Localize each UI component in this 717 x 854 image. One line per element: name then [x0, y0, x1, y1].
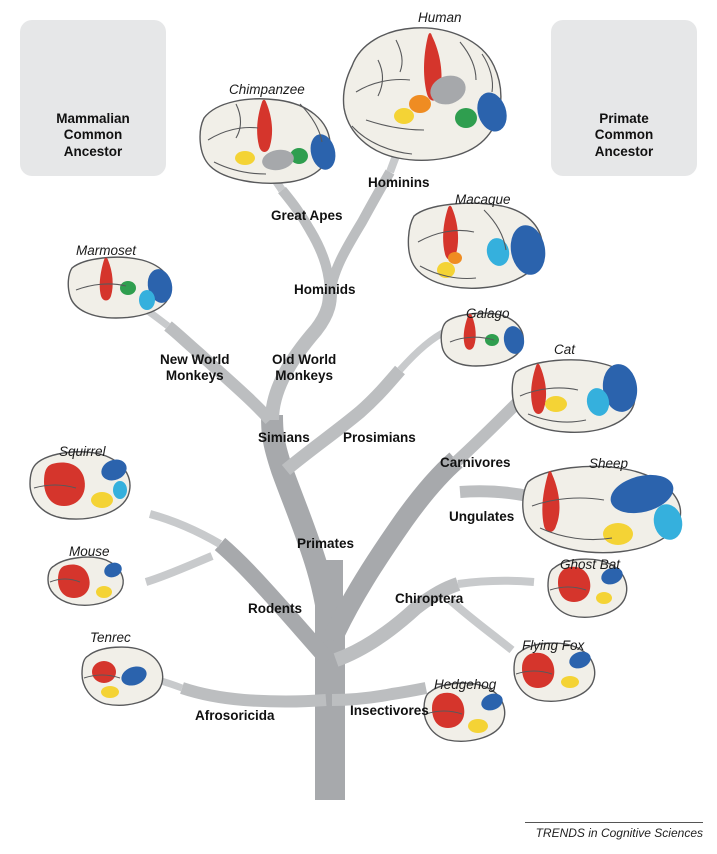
- node-label-hominins: Hominins: [368, 175, 430, 190]
- species-label-sheep: Sheep: [589, 456, 629, 471]
- mammalian-common-ancestor-box: [20, 20, 166, 176]
- brain-cat: [512, 360, 640, 432]
- primate-common-ancestor-label: [551, 111, 697, 160]
- species-label-flying-fox: Flying Fox: [522, 638, 585, 653]
- primate-ancestor-line3: Ancestor: [594, 143, 654, 159]
- node-label-primates: Primates: [297, 536, 355, 551]
- brain-tenrec: [82, 647, 163, 705]
- node-label-new-world-monkeys: [160, 352, 230, 383]
- brain-squirrel: [30, 452, 130, 519]
- node-label-insectivores: Insectivores: [350, 703, 429, 718]
- brain-human: [343, 28, 511, 160]
- brain-marmoset: [68, 257, 175, 318]
- node-label-old-world-monkeys: [272, 352, 336, 383]
- primate-ancestor-line2: Common: [594, 127, 654, 143]
- species-label-ghost-bat: Ghost Bat: [560, 557, 621, 572]
- node-label-carnivores: Carnivores: [440, 455, 511, 470]
- node-label-chiroptera: Chiroptera: [395, 591, 464, 606]
- node-label-ungulates: Ungulates: [449, 509, 515, 524]
- node-label-simians: Simians: [258, 430, 310, 445]
- brain-sheep: [523, 466, 686, 552]
- brain-mouse: [48, 557, 124, 605]
- species-label-macaque: Macaque: [455, 192, 511, 207]
- species-label-tenrec: Tenrec: [90, 630, 131, 645]
- journal-footer: [525, 822, 703, 840]
- new-world-monkeys-line1: New World: [160, 352, 230, 367]
- mammalian-ancestor-line1: Mammalian: [56, 110, 130, 126]
- old-world-monkeys-line1: Old World: [272, 352, 337, 367]
- species-label-human: Human: [418, 10, 462, 25]
- brain-galago: [441, 313, 526, 366]
- species-label-mouse: Mouse: [69, 544, 110, 559]
- node-label-hominids: Hominids: [294, 282, 356, 297]
- species-label-cat: Cat: [554, 342, 576, 357]
- mammalian-ancestor-line2: Common: [63, 127, 123, 143]
- primate-ancestor-line1: Primate: [599, 110, 649, 126]
- brain-chimpanzee: [200, 99, 339, 183]
- species-label-galago: Galago: [466, 306, 510, 321]
- species-label-chimpanzee: Chimpanzee: [229, 82, 305, 97]
- node-label-prosimians: Prosimians: [343, 430, 416, 445]
- node-label-afrosoricida: Afrosoricida: [195, 708, 275, 723]
- mammalian-ancestor-line3: Ancestor: [63, 143, 123, 159]
- species-label-hedgehog: Hedgehog: [434, 677, 497, 692]
- node-label-rodents: Rodents: [248, 601, 302, 616]
- old-world-monkeys-line2: Monkeys: [275, 367, 334, 383]
- primate-common-ancestor-box: [551, 20, 697, 176]
- footer-rule: [525, 822, 703, 823]
- species-label-squirrel: Squirrel: [59, 444, 106, 459]
- footer-caption: TRENDS in Cognitive Sciences: [535, 826, 703, 840]
- node-label-great-apes: Great Apes: [271, 208, 343, 223]
- brain-macaque: [408, 203, 549, 288]
- new-world-monkeys-line2: Monkeys: [165, 367, 224, 383]
- species-label-marmoset: Marmoset: [76, 243, 137, 258]
- mammalian-common-ancestor-label: [20, 111, 166, 160]
